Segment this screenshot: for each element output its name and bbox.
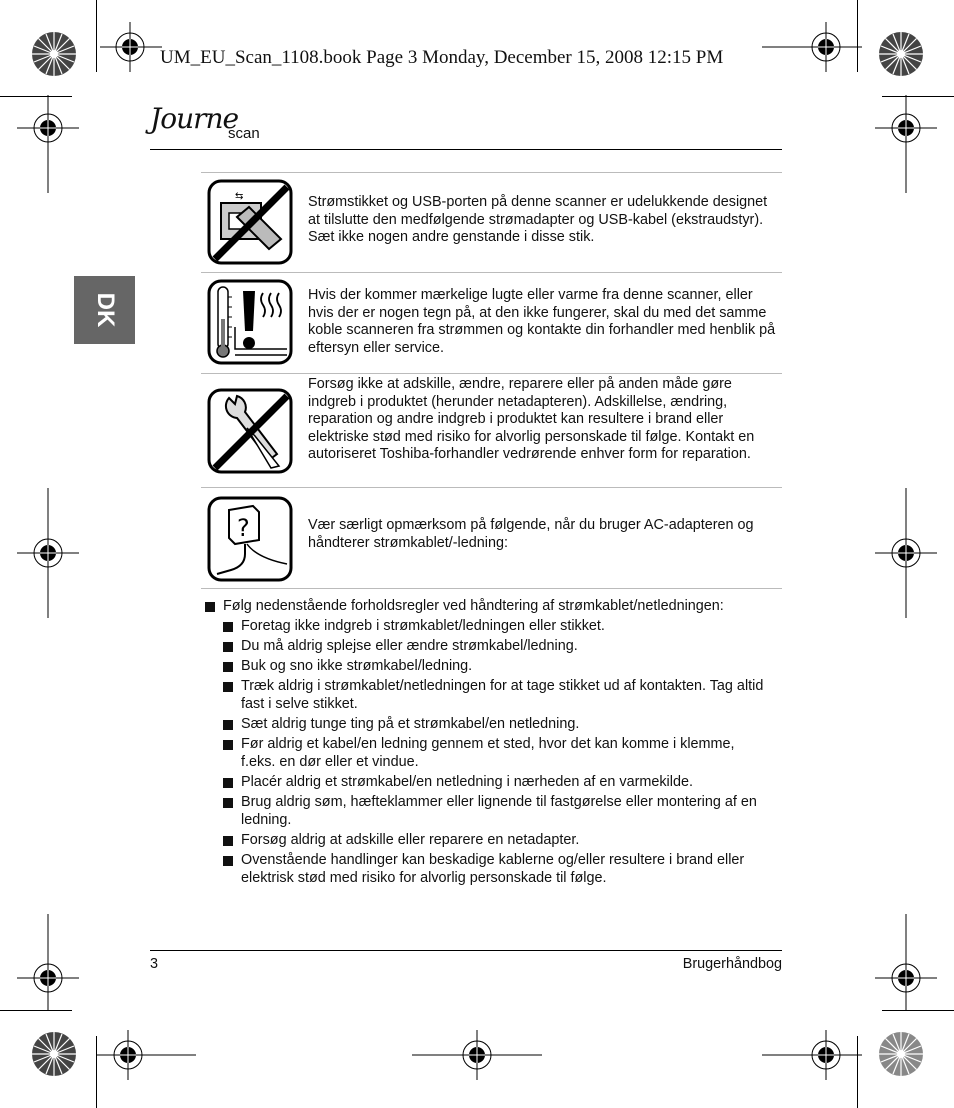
starburst-target-icon xyxy=(31,31,77,77)
bullet-square-icon xyxy=(223,856,233,866)
bullet-square-icon xyxy=(223,720,233,730)
crop-mark xyxy=(96,0,97,72)
registration-target-icon xyxy=(412,1030,542,1080)
registration-target-icon xyxy=(875,488,937,618)
svg-text:?: ? xyxy=(237,514,250,542)
language-tab-label: DK xyxy=(91,292,119,328)
starburst-target-icon xyxy=(878,1031,924,1077)
starburst-target-icon xyxy=(878,31,924,77)
safety-text: Hvis der kommer mærkelige lugte eller varme fra denne scanner, eller hvis der er nogen tegn på, at den ikke fungerer, skal du med det samme koble scanneren fra strømmen og kontakte din forhandler med henblik på eftersyn eller service. xyxy=(308,287,776,356)
bullet-square-icon xyxy=(223,622,233,632)
safety-row xyxy=(201,272,782,374)
registration-target-icon xyxy=(96,1030,196,1080)
brand-script: Journe xyxy=(150,102,239,135)
language-tab xyxy=(74,276,135,344)
safety-text: Forsøg ikke at adskille, ændre, reparere eller på anden måde gøre indgreb i produktet (herunder netadapteren). Adskillelse, ændring, reparation og andre indgreb i produktet kan resultere i brand eller elektriske stød med risiko for alvorlig personskade til følge. Kontakt en autoriseret Toshiba-forhandler vedrørende enhver form for reparation. xyxy=(308,376,755,462)
ac-adapter-caution-icon xyxy=(207,496,293,582)
safety-text: Vær særligt opmærksom på følgende, når du bruger AC-adapteren og håndterer strømkablet/-ledning: xyxy=(308,517,754,551)
no-disassembly-icon xyxy=(207,388,293,474)
registration-target-icon xyxy=(762,1030,862,1080)
page-number: 3 xyxy=(150,956,159,972)
registration-target-icon xyxy=(875,914,937,1010)
starburst-target-icon xyxy=(31,1031,77,1077)
header-rule xyxy=(150,149,782,150)
bullet-square-icon xyxy=(223,642,233,652)
safety-row xyxy=(201,487,782,589)
registration-target-icon xyxy=(17,488,79,618)
registration-target-icon xyxy=(17,95,79,193)
brand-sub: scan xyxy=(228,125,260,142)
bullet-square-icon xyxy=(223,836,233,846)
bullet-square-icon xyxy=(205,602,215,612)
footer-title: Brugerhåndbog xyxy=(682,956,782,972)
bullet-square-icon xyxy=(223,740,233,750)
footer-rule xyxy=(150,950,782,951)
registration-target-icon xyxy=(762,22,862,72)
registration-target-icon xyxy=(100,22,162,72)
safety-row xyxy=(201,373,782,488)
svg-text:⇆: ⇆ xyxy=(235,191,244,202)
brand-logo xyxy=(148,100,278,150)
safety-text: Strømstikket og USB-porten på denne scanner er udelukkende designet at tilslutte den medfølgende strømadapter og USB-kabel (ekstraudstyr). Sæt ikke nogen andre genstande i disse stik. xyxy=(308,194,768,245)
usb-plug-prohibited-icon xyxy=(207,179,293,265)
heat-warning-icon xyxy=(207,279,293,365)
registration-target-icon xyxy=(875,95,937,193)
bullet-square-icon xyxy=(223,798,233,808)
registration-target-icon xyxy=(17,914,79,1010)
bullet-square-icon xyxy=(223,778,233,788)
crop-mark xyxy=(882,1010,954,1011)
bullet-square-icon xyxy=(223,662,233,672)
safety-row xyxy=(201,172,782,273)
bullet-square-icon xyxy=(223,682,233,692)
book-header: UM_EU_Scan_1108.book Page 3 Monday, December 15, 2008 12:15 PM xyxy=(160,47,724,68)
table-bottom-rule xyxy=(201,588,782,589)
crop-mark xyxy=(0,1010,72,1011)
